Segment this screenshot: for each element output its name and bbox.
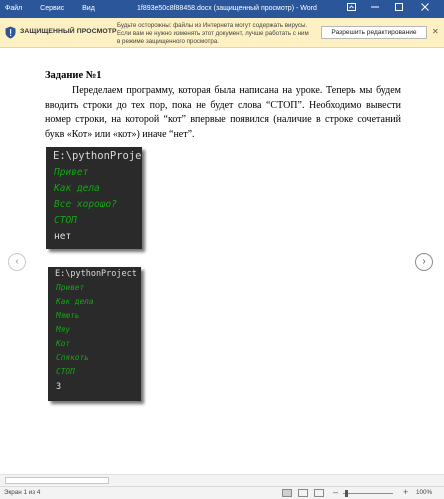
previous-page-icon[interactable]: ‹ — [8, 253, 26, 271]
console-screenshot-1 — [46, 147, 142, 249]
console-line: Привет — [56, 283, 85, 292]
print-layout-icon[interactable] — [298, 489, 308, 497]
close-bar-icon[interactable]: ✕ — [432, 27, 439, 36]
shield-icon — [5, 26, 16, 39]
maximize-icon[interactable] — [389, 0, 409, 18]
ribbon-display-icon[interactable] — [341, 0, 361, 18]
minimize-icon[interactable] — [365, 0, 385, 18]
read-mode-icon[interactable] — [282, 489, 292, 497]
scrollbar-thumb[interactable] — [5, 477, 109, 484]
console-line: Кот — [56, 339, 71, 348]
console-path: E:\pythonProject — [55, 269, 137, 279]
menu-file[interactable]: Файл — [5, 5, 23, 12]
zoom-level[interactable]: 100% — [416, 489, 433, 496]
task-title: Задание №1 — [45, 70, 102, 81]
console-path: E:\pythonProje — [53, 150, 142, 162]
web-layout-icon[interactable] — [314, 489, 324, 497]
protected-view-title: ЗАЩИЩЕННЫЙ ПРОСМОТР — [20, 28, 117, 35]
menu-tools[interactable]: Сервис — [40, 5, 65, 12]
zoom-in-icon[interactable]: + — [403, 487, 409, 497]
protected-view-bar — [0, 18, 444, 48]
window-title: 1f893e50c8f88458.docx (защищенный просмотр) - Word — [137, 5, 317, 12]
page-indicator: Экран 1 из 4 — [4, 489, 41, 496]
console-line: Как дела — [56, 297, 94, 306]
next-page-icon[interactable]: › — [415, 253, 433, 271]
console-output: нет — [54, 231, 72, 242]
status-bar — [0, 486, 444, 499]
console-line: Как дела — [54, 183, 100, 194]
protected-view-message: Будьте осторожны: файлы из Интернета могут содержать вирусы. Если вам не нужно изменять этот документ, лучше работать с ним в режиме защищенного просмотра. — [117, 22, 309, 45]
enable-editing-button[interactable]: Разрешить редактирование — [321, 26, 427, 39]
console-line: СТОП — [56, 367, 75, 376]
close-icon[interactable] — [415, 0, 435, 18]
menu-bar — [5, 0, 111, 18]
horizontal-scrollbar[interactable] — [0, 474, 444, 486]
console-line: Привет — [54, 167, 89, 178]
console-line: Все хорошо? — [54, 199, 117, 210]
console-line: Спякоть — [56, 353, 89, 362]
zoom-slider[interactable] — [343, 493, 393, 494]
document-page — [0, 48, 444, 474]
zoom-slider-thumb[interactable] — [345, 490, 348, 497]
console-screenshot-2 — [48, 267, 141, 401]
menu-view[interactable]: Вид — [82, 5, 95, 12]
console-output: 3 — [56, 382, 62, 392]
console-line: Мяу — [56, 325, 71, 334]
title-bar — [0, 0, 444, 18]
console-line: СТОП — [54, 215, 77, 226]
console-line: Мяють — [56, 311, 80, 320]
task-text: Переделаем программу, которая была написана на уроке. Теперь мы будем вводить строки до тех пор, пока не будет слова “СТОП”. Необходимо вывести номер строки, на которой “кот” впервые появился (наличие в строке сочетаний букв «Кот» или «кот») иначе “нет”. — [45, 85, 401, 140]
zoom-out-icon[interactable]: – — [333, 487, 339, 497]
